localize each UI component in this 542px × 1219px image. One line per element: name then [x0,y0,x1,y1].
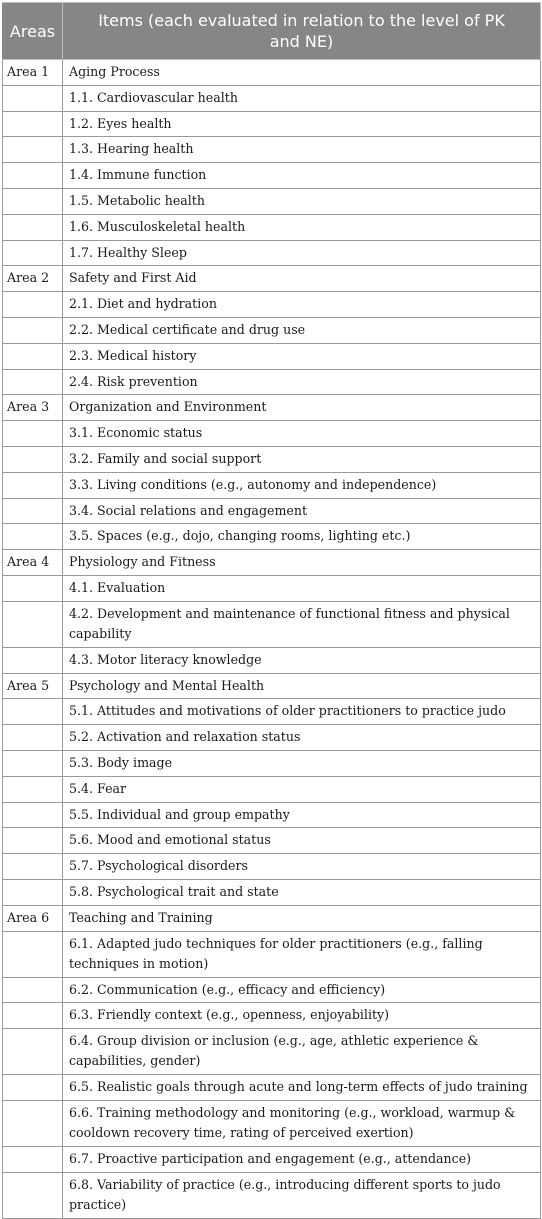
table-row [3,111,541,137]
area-cell [3,828,63,854]
table-row [3,673,541,699]
area-cell [3,1172,63,1218]
table-row [3,1172,541,1218]
item-cell: Organization and Environment [63,395,541,421]
area-cell [3,802,63,828]
table-row [3,266,541,292]
area-cell [3,317,63,343]
item-cell: 5.5. Individual and group empathy [63,802,541,828]
area-cell [3,1075,63,1101]
table-body [3,60,541,1219]
item-cell: 4.1. Evaluation [63,575,541,601]
item-cell: 1.6. Musculoskeletal health [63,214,541,240]
table-row [3,601,541,647]
table-row [3,699,541,725]
area-cell [3,524,63,550]
area-cell [3,421,63,447]
table-row [3,524,541,550]
table-row [3,137,541,163]
area-cell [3,343,63,369]
area-cell: Area 2 [3,266,63,292]
table-row [3,188,541,214]
item-cell: 5.7. Psychological disorders [63,854,541,880]
item-cell: 1.7. Healthy Sleep [63,240,541,266]
table-row [3,879,541,905]
item-cell: 6.3. Friendly context (e.g., openness, enjoyability) [63,1003,541,1029]
table-row [3,292,541,318]
item-cell: 6.2. Communication (e.g., efficacy and efficiency) [63,977,541,1003]
item-cell: Aging Process [63,60,541,86]
table-row [3,498,541,524]
table-row [3,343,541,369]
table-row [3,550,541,576]
area-cell [3,647,63,673]
area-cell: Area 4 [3,550,63,576]
header-items: Items (each evaluated in relation to the level of PK and NE) [63,3,541,60]
area-cell [3,85,63,111]
area-cell [3,977,63,1003]
table-row [3,931,541,977]
item-cell: Psychology and Mental Health [63,673,541,699]
area-cell [3,725,63,751]
area-cell [3,575,63,601]
item-cell: 3.5. Spaces (e.g., dojo, changing rooms, lighting etc.) [63,524,541,550]
area-cell [3,137,63,163]
item-cell: 6.6. Training methodology and monitoring (e.g., workload, warmup & cooldown recovery time, rating of perceived exertion) [63,1100,541,1146]
table-row [3,317,541,343]
item-cell: 5.3. Body image [63,750,541,776]
item-cell: 2.1. Diet and hydration [63,292,541,318]
item-cell: 5.6. Mood and emotional status [63,828,541,854]
areas-items-table [2,2,541,1219]
item-cell: Teaching and Training [63,905,541,931]
area-cell: Area 6 [3,905,63,931]
table-row [3,1075,541,1101]
area-cell [3,1100,63,1146]
table-row [3,1003,541,1029]
item-cell: 5.2. Activation and relaxation status [63,725,541,751]
item-cell: 2.3. Medical history [63,343,541,369]
item-cell: 5.4. Fear [63,776,541,802]
item-cell: 1.2. Eyes health [63,111,541,137]
area-cell [3,240,63,266]
item-cell: 6.4. Group division or inclusion (e.g., age, athletic experience & capabilities, gender) [63,1029,541,1075]
item-cell: 1.1. Cardiovascular health [63,85,541,111]
area-cell [3,1146,63,1172]
area-cell [3,188,63,214]
item-cell: 1.4. Immune function [63,163,541,189]
area-cell [3,1003,63,1029]
item-cell: 4.3. Motor literacy knowledge [63,647,541,673]
table-row [3,60,541,86]
area-cell [3,111,63,137]
table-row [3,369,541,395]
table-row [3,472,541,498]
table-row [3,647,541,673]
area-cell [3,369,63,395]
area-cell [3,472,63,498]
header-areas: Areas [3,3,63,60]
table-row [3,1029,541,1075]
area-cell [3,879,63,905]
item-cell: 5.1. Attitudes and motivations of older practitioners to practice judo [63,699,541,725]
area-cell [3,854,63,880]
item-cell: Safety and First Aid [63,266,541,292]
item-cell: 6.7. Proactive participation and engagement (e.g., attendance) [63,1146,541,1172]
table-row [3,854,541,880]
table-row [3,240,541,266]
item-cell: 3.4. Social relations and engagement [63,498,541,524]
area-cell [3,1029,63,1075]
table-header-row [3,3,541,60]
item-cell: 3.1. Economic status [63,421,541,447]
area-cell [3,163,63,189]
table-row [3,1100,541,1146]
table-row [3,905,541,931]
item-cell: 6.8. Variability of practice (e.g., introducing different sports to judo practice) [63,1172,541,1218]
area-cell [3,699,63,725]
area-cell [3,446,63,472]
area-cell [3,214,63,240]
item-cell: 3.3. Living conditions (e.g., autonomy and independence) [63,472,541,498]
table-row [3,750,541,776]
table-row [3,725,541,751]
area-cell: Area 5 [3,673,63,699]
table-row [3,163,541,189]
area-cell: Area 1 [3,60,63,86]
table-row [3,977,541,1003]
table-row [3,395,541,421]
item-cell: 1.5. Metabolic health [63,188,541,214]
table-row [3,802,541,828]
area-cell [3,931,63,977]
item-cell: 4.2. Development and maintenance of functional fitness and physical capability [63,601,541,647]
table-row [3,214,541,240]
item-cell: 1.3. Hearing health [63,137,541,163]
area-cell [3,750,63,776]
table-row [3,446,541,472]
area-cell [3,601,63,647]
table-row [3,85,541,111]
item-cell: Physiology and Fitness [63,550,541,576]
table-row [3,1146,541,1172]
item-cell: 5.8. Psychological trait and state [63,879,541,905]
table-row [3,575,541,601]
item-cell: 6.1. Adapted judo techniques for older practitioners (e.g., falling techniques in motion) [63,931,541,977]
table-row [3,776,541,802]
area-cell [3,498,63,524]
item-cell: 3.2. Family and social support [63,446,541,472]
item-cell: 6.5. Realistic goals through acute and long-term effects of judo training [63,1075,541,1101]
area-cell: Area 3 [3,395,63,421]
area-cell [3,776,63,802]
table-row [3,828,541,854]
item-cell: 2.2. Medical certificate and drug use [63,317,541,343]
item-cell: 2.4. Risk prevention [63,369,541,395]
table-row [3,421,541,447]
area-cell [3,292,63,318]
